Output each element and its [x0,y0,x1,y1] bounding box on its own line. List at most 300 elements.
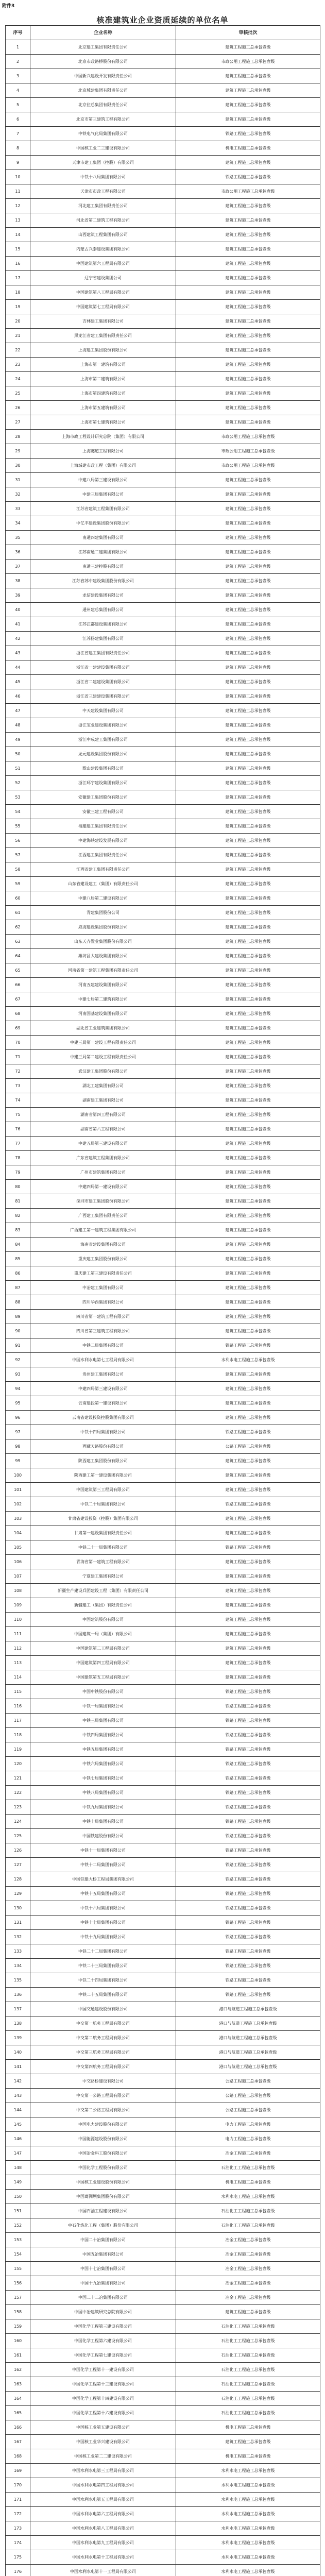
table-row [6,2103,320,2117]
company-name: 中国建筑一局（集团）有限公司 [30,1627,176,1641]
company-name: 中铁二十一局集团有限公司 [30,1540,176,1555]
company-name: 中交路桥建设有限公司 [30,2074,176,2089]
batch-name: 建筑工程施工总承包壹级 [176,329,320,343]
company-name: 中国水利水电第九工程局有限公司 [30,2536,176,2550]
batch-name: 建筑工程施工总承包壹级 [176,1526,320,1540]
row-number: 148 [6,2161,30,2175]
row-number: 75 [6,1108,30,1122]
batch-name: 建筑工程施工总承包壹级 [176,199,320,213]
batch-name: 建筑工程施工总承包壹级 [176,920,320,935]
table-row [6,1007,320,1021]
table-row [6,1757,320,1771]
company-name: 中建三局第一建设工程有限责任公司 [30,1036,176,1050]
row-number: 96 [6,1411,30,1425]
table-row [6,963,320,978]
batch-name: 石油化工工程施工总承包壹级 [176,2334,320,2348]
table-row [6,545,320,560]
row-number: 110 [6,1613,30,1627]
batch-name: 港口与航道工程施工总承包壹级 [176,2016,320,2031]
table-row [6,329,320,343]
table-row [6,372,320,386]
row-number: 67 [6,992,30,1007]
company-name: 中国建筑股份有限公司 [30,1613,176,1627]
batch-name: 电力工程施工总承包壹级 [176,2132,320,2146]
batch-name: 水利水电工程施工总承包壹级 [176,2565,320,2576]
table-row [6,660,320,675]
table-row [6,2565,320,2576]
row-number: 140 [6,2045,30,2060]
row-number: 147 [6,2146,30,2161]
table-row [6,603,320,617]
batch-name: 港口与航道工程施工总承包壹级 [176,2045,320,2060]
company-name: 中铁九局集团有限公司 [30,1800,176,1815]
row-number: 12 [6,199,30,213]
company-name: 中国建筑第二工程局有限公司 [30,1641,176,1656]
row-number: 70 [6,1036,30,1050]
table-row [6,1512,320,1526]
company-name: 中交第一航务工程局有限公司 [30,2016,176,2031]
row-number: 106 [6,1555,30,1569]
company-name: 威海建设集团股份有限公司 [30,920,176,935]
row-number: 111 [6,1627,30,1641]
row-number: 61 [6,906,30,920]
batch-name: 铁路工程施工总承包壹级 [176,1930,320,1944]
batch-name: 市政公用工程施工总承包壹级 [176,430,320,444]
company-name: 中国水利水电第五工程局有限公司 [30,2493,176,2507]
company-name: 中铁二十局集团有限公司 [30,1497,176,1512]
table-row [6,473,320,487]
row-number: 4 [6,83,30,98]
batch-name: 建筑工程施工总承包壹级 [176,1483,320,1497]
company-name: 中建三局第二建设工程有限责任公司 [30,1050,176,1064]
company-name: 中交第二公路工程局有限公司 [30,2103,176,2117]
batch-name: 铁路工程施工总承包壹级 [176,1815,320,1829]
batch-name: 建筑工程施工总承包壹级 [176,112,320,127]
table-row [6,55,320,69]
company-name: 中国水利水电第十一工程局有限公司 [30,2565,176,2576]
company-name: 中国铁建大桥工程局集团有限公司 [30,1872,176,1887]
batch-name: 石油化工工程施工总承包壹级 [176,2161,320,2175]
row-number: 163 [6,2377,30,2392]
row-number: 168 [6,2449,30,2464]
row-number: 169 [6,2464,30,2478]
company-name: 甘肃省建设投资（控股）集团有限公司 [30,1512,176,1526]
table-row [6,2262,320,2276]
table-row [6,1656,320,1670]
company-name: 新疆建工（集团）有限责任公司 [30,1598,176,1613]
batch-name: 建筑工程施工总承包壹级 [176,1151,320,1165]
company-name: 河北省第二建筑工程有限公司 [30,213,176,228]
company-name: 歌山建设集团有限公司 [30,761,176,776]
table-row [6,2031,320,2045]
row-number: 73 [6,1079,30,1093]
batch-name: 建筑工程施工总承包壹级 [176,271,320,285]
company-name: 福建建工集团有限责任公司 [30,819,176,834]
row-number: 88 [6,1295,30,1310]
company-name: 浙江宝业建设集团有限公司 [30,718,176,733]
table-row [6,444,320,459]
table-row [6,560,320,574]
table-row [6,834,320,848]
company-name: 中建三局集团有限公司 [30,487,176,502]
row-number: 41 [6,617,30,632]
table-row [6,1439,320,1454]
batch-name: 建筑工程施工总承包壹级 [176,1137,320,1151]
row-number: 144 [6,2103,30,2117]
company-name: 南通四建集团有限公司 [30,531,176,545]
row-number: 72 [6,1064,30,1079]
table-row [6,2478,320,2493]
batch-name: 建筑工程施工总承包壹级 [176,574,320,588]
company-name: 中国水利水电第四工程局有限公司 [30,2478,176,2493]
table-row [6,2247,320,2262]
batch-name: 建筑工程施工总承包壹级 [176,819,320,834]
table-row [6,1714,320,1728]
row-number: 124 [6,1815,30,1829]
batch-name: 冶金工程施工总承包壹级 [176,2276,320,2291]
batch-name: 建筑工程施工总承包壹级 [176,1281,320,1295]
company-name: 中国十七冶集团有限公司 [30,2262,176,2276]
batch-name: 铁路工程施工总承包壹级 [176,1497,320,1512]
table-row [6,1367,320,1382]
batch-name: 建筑工程施工总承包壹级 [176,603,320,617]
table-row [6,516,320,531]
table-row [6,199,320,213]
table-row [6,2377,320,2392]
batch-name: 建筑工程施工总承包壹级 [176,1064,320,1079]
row-number: 78 [6,1151,30,1165]
row-number: 54 [6,805,30,819]
batch-name: 建筑工程施工总承包壹级 [176,1079,320,1093]
batch-name: 建筑工程施工总承包壹级 [176,531,320,545]
company-name: 湖南省第六工程有限公司 [30,1122,176,1137]
table-row [6,2204,320,2218]
table-row [6,1266,320,1281]
row-number: 11 [6,184,30,199]
table-row [6,2507,320,2521]
batch-name: 冶金工程施工总承包壹级 [176,2291,320,2305]
row-number: 136 [6,1988,30,2002]
table-row [6,2348,320,2363]
row-number: 56 [6,834,30,848]
company-name: 浙江省三建建设集团有限公司 [30,689,176,704]
batch-name: 铁路工程施工总承包壹级 [176,1800,320,1815]
batch-name: 建筑工程施工总承包壹级 [176,1223,320,1238]
row-number: 62 [6,920,30,935]
table-row [6,2291,320,2305]
table-row [6,718,320,733]
company-name: 湖北省工业建筑集团有限公司 [30,1021,176,1036]
row-number: 52 [6,776,30,790]
table-row [6,401,320,415]
batch-name: 建筑工程施工总承包壹级 [176,1584,320,1598]
batch-name: 建筑工程施工总承包壹级 [176,1209,320,1223]
batch-name: 建筑工程施工总承包壹级 [176,963,320,978]
table-row [6,2233,320,2247]
batch-name: 建筑工程施工总承包壹级 [176,978,320,992]
batch-name: 建筑工程施工总承包壹级 [176,617,320,632]
table-row [6,747,320,761]
table-row [6,1916,320,1930]
table-row [6,2550,320,2565]
company-name: 江苏扬建集团有限公司 [30,632,176,646]
company-name: 中铁十一局集团有限公司 [30,1843,176,1858]
company-name: 黑龙江省建工集团有限责任公司 [30,329,176,343]
company-name: 中国化学工程第十四建设有限公司 [30,2392,176,2406]
table-row [6,156,320,170]
row-number: 141 [6,2060,30,2074]
table-row [6,2536,320,2550]
row-number: 101 [6,1483,30,1497]
batch-name: 建筑工程施工总承包壹级 [176,372,320,386]
batch-name: 市政公用工程施工总承包壹级 [176,55,320,69]
row-number: 131 [6,1916,30,1930]
company-name: 中冶建工集团有限公司 [30,1281,176,1295]
row-number: 86 [6,1266,30,1281]
company-name: 北京城建集团有限责任公司 [30,83,176,98]
row-number: 22 [6,343,30,358]
batch-name: 铁路工程施工总承包壹级 [176,127,320,141]
table-row [6,949,320,963]
company-name: 中铁二十四局集团有限公司 [30,1973,176,1988]
company-name: 中交第一公路工程局有限公司 [30,2089,176,2103]
table-row [6,2435,320,2449]
batch-name: 机电工程施工总承包壹级 [176,2420,320,2435]
batch-name: 港口与航道工程施工总承包壹级 [176,2002,320,2016]
batch-name: 市政公用工程施工总承包壹级 [176,444,320,459]
company-name: 四川省第一建筑工程有限公司 [30,1310,176,1324]
table-row [6,98,320,112]
company-name: 中国能源建设股份有限公司 [30,2132,176,2146]
company-name: 中国水利水电第八工程局有限公司 [30,2521,176,2536]
company-name: 中国铁建股份有限公司 [30,1829,176,1843]
row-number: 55 [6,819,30,834]
table-row [6,1324,320,1338]
row-number: 81 [6,1194,30,1209]
row-number: 27 [6,415,30,430]
company-name: 北京市第三建筑工程有限公司 [30,112,176,127]
company-name: 中铁十八局集团有限公司 [30,170,176,184]
batch-name: 水利水电工程施工总承包壹级 [176,2536,320,2550]
batch-name: 机电工程施工总承包壹级 [176,2449,320,2464]
batch-name: 建筑工程施工总承包壹级 [176,285,320,300]
company-name: 浙江省建工集团有限责任公司 [30,646,176,660]
company-name: 青建集团股份公司 [30,906,176,920]
batch-name: 建筑工程施工总承包壹级 [176,776,320,790]
table-row [6,2002,320,2016]
row-number: 21 [6,329,30,343]
company-name: 北京建工集团有限责任公司 [30,40,176,55]
batch-name: 建筑工程施工总承包壹级 [176,1367,320,1382]
row-number: 146 [6,2132,30,2146]
company-name: 中国建筑第六工程局有限公司 [30,257,176,271]
batch-name: 建筑工程施工总承包壹级 [176,415,320,430]
batch-name: 建筑工程施工总承包壹级 [176,560,320,574]
table-row [6,184,320,199]
batch-name: 建筑工程施工总承包壹级 [176,906,320,920]
batch-name: 建筑工程施工总承包壹级 [176,300,320,314]
company-name: 天津市市政工程有限公司 [30,184,176,199]
table-row [6,1281,320,1295]
batch-name: 水利水电工程施工总承包壹级 [176,2550,320,2565]
company-name: 安徽三建工程有限公司 [30,805,176,819]
batch-name: 电力工程施工总承包壹级 [176,2117,320,2132]
table-row [6,1151,320,1165]
row-number: 25 [6,386,30,401]
table-row [6,2521,320,2536]
company-name: 中建七局第二建筑有限公司 [30,992,176,1007]
row-number: 126 [6,1843,30,1858]
table-row [6,1064,320,1079]
row-number: 66 [6,978,30,992]
table-row [6,300,320,314]
row-number: 44 [6,660,30,675]
row-number: 143 [6,2089,30,2103]
row-number: 157 [6,2291,30,2305]
table-row [6,2363,320,2377]
company-name: 上海建工集团股份有限公司 [30,343,176,358]
company-name: 南通三建控股有限公司 [30,560,176,574]
row-number: 77 [6,1137,30,1151]
row-number: 68 [6,1007,30,1021]
table-row [6,2493,320,2507]
company-name: 中国冶金科工股份有限公司 [30,2146,176,2161]
company-name: 天津市建工集团（控股）有限公司 [30,156,176,170]
table-row [6,1093,320,1108]
table-row [6,588,320,603]
table-row [6,2392,320,2406]
table-row [6,1036,320,1050]
company-name: 上海隧道工程有限公司 [30,444,176,459]
table-row [6,2190,320,2204]
company-name: 中国建筑第八工程局有限公司 [30,285,176,300]
company-name: 上海市第七建筑有限公司 [30,415,176,430]
row-number: 59 [6,877,30,891]
row-number: 164 [6,2392,30,2406]
row-number: 45 [6,675,30,689]
table-row [6,1901,320,1916]
row-number: 18 [6,285,30,300]
row-number: 58 [6,862,30,877]
company-name: 中国交通建设股份有限公司 [30,2002,176,2016]
table-row [6,1973,320,1988]
row-number: 160 [6,2334,30,2348]
company-name: 中国建筑第三工程局有限公司 [30,1483,176,1497]
row-number: 154 [6,2247,30,2262]
table-row [6,257,320,271]
company-name: 中国五冶集团有限公司 [30,2247,176,2262]
batch-name: 建筑工程施工总承包壹级 [176,386,320,401]
table-row [6,228,320,242]
table-row [6,2016,320,2031]
row-number: 150 [6,2190,30,2204]
table-row [6,1858,320,1872]
company-name: 江苏江都建设集团有限公司 [30,617,176,632]
row-number: 100 [6,1468,30,1483]
row-number: 36 [6,545,30,560]
company-name: 中交第三航务工程局有限公司 [30,2045,176,2060]
company-name: 四川省第三建筑工程有限公司 [30,1324,176,1338]
company-name: 中建八局第二建设有限公司 [30,891,176,906]
company-name: 中国中冶建筑研究总院有限公司 [30,2305,176,2319]
table-row [6,1396,320,1411]
row-number: 19 [6,300,30,314]
row-number: 74 [6,1093,30,1108]
table-row [6,2045,320,2060]
table-row [6,2161,320,2175]
batch-name: 公路工程施工总承包壹级 [176,2103,320,2117]
table-row [6,1641,320,1656]
company-name: 中国建筑第七工程局有限公司 [30,300,176,314]
row-number: 23 [6,358,30,372]
table-row [6,617,320,632]
company-name: 通州建总集团有限公司 [30,603,176,617]
row-number: 60 [6,891,30,906]
row-number: 132 [6,1930,30,1944]
company-name: 吉林建工集团有限公司 [30,314,176,329]
company-name: 中国二十二冶集团有限公司 [30,2291,176,2305]
batch-name: 建筑工程施工总承包壹级 [176,1569,320,1584]
batch-name: 建筑工程施工总承包壹级 [176,1670,320,1685]
batch-name: 建筑工程施工总承包壹级 [176,848,320,862]
row-number: 173 [6,2521,30,2536]
batch-name: 水利水电工程施工总承包壹级 [176,2507,320,2521]
batch-name: 建筑工程施工总承包壹级 [176,401,320,415]
row-number: 158 [6,2305,30,2319]
table-row [6,314,320,329]
table-row [6,2276,320,2291]
row-number: 114 [6,1670,30,1685]
company-name: 中铁六局集团有限公司 [30,1757,176,1771]
company-name: 江苏南通二建集团有限公司 [30,545,176,560]
table-row [6,2074,320,2089]
row-number: 40 [6,603,30,617]
row-number: 156 [6,2276,30,2291]
table-row [6,920,320,935]
company-name: 中铁十七局集团有限公司 [30,1916,176,1930]
company-name: 重庆建工集团股份有限公司 [30,1252,176,1266]
table-row [6,358,320,372]
table-row [6,819,320,834]
batch-name: 建筑工程施工总承包壹级 [176,228,320,242]
batch-name: 建筑工程施工总承包壹级 [176,733,320,747]
table-row [6,1050,320,1064]
table-row [6,2406,320,2420]
batch-name: 铁路工程施工总承包壹级 [176,1742,320,1757]
table-row [6,574,320,588]
row-number: 128 [6,1872,30,1887]
row-number: 92 [6,1353,30,1367]
row-number: 65 [6,963,30,978]
table-row [6,1425,320,1439]
batch-name: 建筑工程施工总承包壹级 [176,69,320,83]
company-name: 中铁二局集团有限公司 [30,1338,176,1353]
company-name: 中国新兴建设开发有限责任公司 [30,69,176,83]
batch-name: 铁路工程施工总承包壹级 [176,1829,320,1843]
table-row [6,1685,320,1699]
batch-name: 建筑工程施工总承包壹级 [176,718,320,733]
row-number: 155 [6,2262,30,2276]
company-name: 中铁四局集团有限公司 [30,1728,176,1742]
company-name: 浙江中成建工集团有限公司 [30,733,176,747]
row-number: 64 [6,949,30,963]
row-number: 82 [6,1209,30,1223]
batch-name: 铁路工程施工总承包壹级 [176,1425,320,1439]
batch-name: 建筑工程施工总承包壹级 [176,314,320,329]
row-number: 127 [6,1858,30,1872]
batch-name: 建筑工程施工总承包壹级 [176,487,320,502]
row-number: 5 [6,98,30,112]
